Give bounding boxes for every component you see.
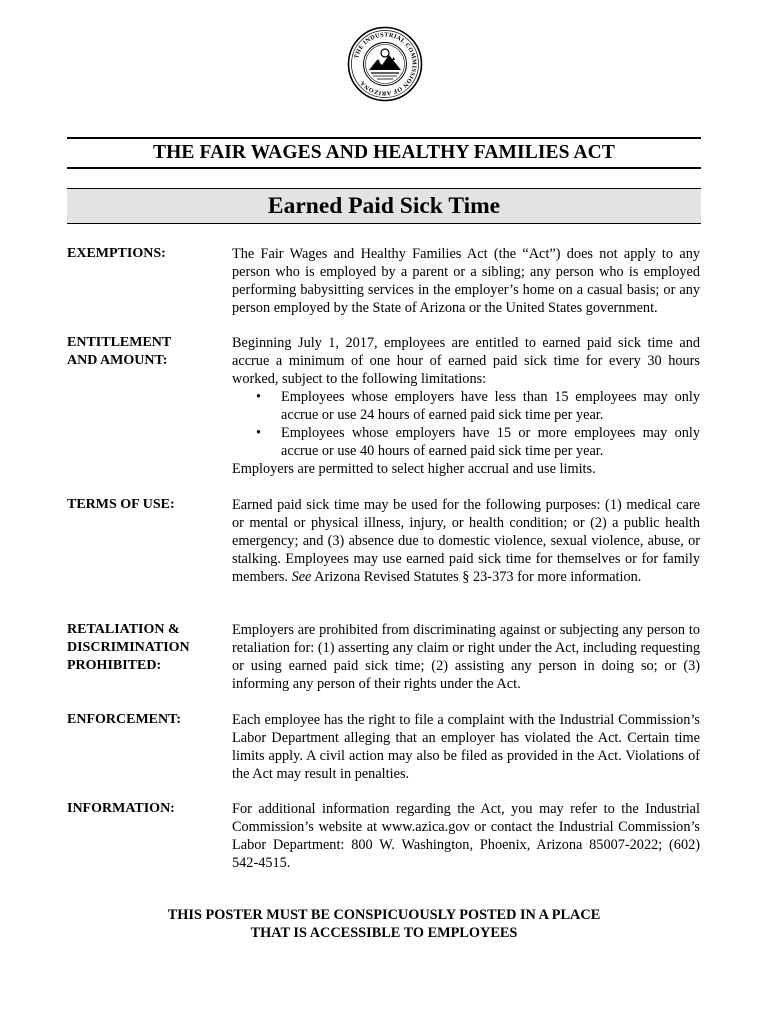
entitlement-label: ENTITLEMENT AND AMOUNT:: [67, 335, 172, 368]
terms-label: TERMS OF USE:: [67, 497, 175, 512]
seal-text: THE INDUSTRIAL COMMISSION OF ARIZONA: [353, 31, 418, 97]
entitlement-outro: Employers are permitted to select higher accrual and use limits.: [232, 461, 596, 477]
entitlement-limit-large-employers: Employees whose employers have 15 or more employees may only accrue or use 40 hours of earned paid sick time per year.: [281, 425, 700, 459]
terms-see-word: See: [291, 569, 312, 585]
exemptions-paragraph: The Fair Wages and Healthy Families Act (the “Act”) does not apply to any person who is employed by a parent or a sibling; any person who is employed performing babysitting services in the employer’s home on a casual basis; or any person employed by the State of Arizona or the United States government.: [232, 246, 700, 316]
terms-text-reference: Arizona Revised Statutes § 23-373 for more information.: [311, 569, 642, 585]
notice-line-2: THAT IS ACCESSIBLE TO EMPLOYEES: [250, 925, 518, 941]
information-paragraph: For additional information regarding the Act, you may refer to the Industrial Commission’s website at www.azica.gov or contact the Industrial Commission’s Labor Department: 800 W. Washington, Phoenix, Arizona 85007-2022; (602) 542-4515.: [232, 801, 700, 871]
entitlement-text: [232, 334, 700, 478]
retaliation-label: RETALIATION & DISCRIMINATION PROHIBITED:: [67, 622, 190, 673]
industrial-commission-seal: [347, 26, 423, 102]
entitlement-limits-list: [232, 388, 700, 460]
list-item: [232, 424, 700, 460]
posting-requirement-notice: [67, 906, 701, 942]
bullet-icon: •: [256, 425, 262, 441]
terms-text-main: Earned paid sick time may be used for the following purposes: (1) medical care or mental or physical illness, injury, or health condition; or (2) a public health emergency; and (3) absence due to domestic violence, sexual violence, abuse, or stalking. Employees may use earned paid sick time for themselves or for family members.: [232, 497, 700, 585]
bullet-icon: •: [256, 389, 262, 405]
enforcement-text: [232, 711, 700, 783]
retaliation-paragraph: Employers are prohibited from discriminating against or subjecting any person to retaliation for: (1) asserting any claim or right under the Act, including requesting or using earned paid sick time; (2) assisting any person in doing so; or (3) informing any person of their rights under the Act.: [232, 622, 700, 692]
terms-text: [232, 496, 700, 586]
notice-line-1: THIS POSTER MUST BE CONSPICUOUSLY POSTED IN A PLACE: [167, 907, 601, 923]
entitlement-intro: Beginning July 1, 2017, employees are entitled to earned paid sick time and accrue a minimum of one hour of earned paid sick time for every 30 hours worked, subject to the following limitations:: [232, 335, 700, 387]
entitlement-limit-small-employers: Employees whose employers have less than 15 employees may only accrue or use 24 hours of earned paid sick time per year.: [281, 389, 700, 423]
exemptions-text: [232, 245, 700, 317]
list-item: [232, 388, 700, 424]
enforcement-label: ENFORCEMENT:: [67, 712, 182, 727]
information-label: INFORMATION:: [67, 801, 175, 816]
exemptions-label: EXEMPTIONS:: [67, 246, 166, 261]
enforcement-paragraph: Each employee has the right to file a complaint with the Industrial Commission’s Labor Department alleging that an employer has violated the Act. Certain time limits apply. A civil action may also be filed as provided in the Act. Violations of the Act may result in penalties.: [232, 712, 700, 782]
act-title: THE FAIR WAGES AND HEALTHY FAMILIES ACT: [67, 137, 701, 169]
information-text: [232, 800, 700, 872]
page-title: Earned Paid Sick Time: [67, 188, 701, 224]
retaliation-text: [232, 621, 700, 693]
